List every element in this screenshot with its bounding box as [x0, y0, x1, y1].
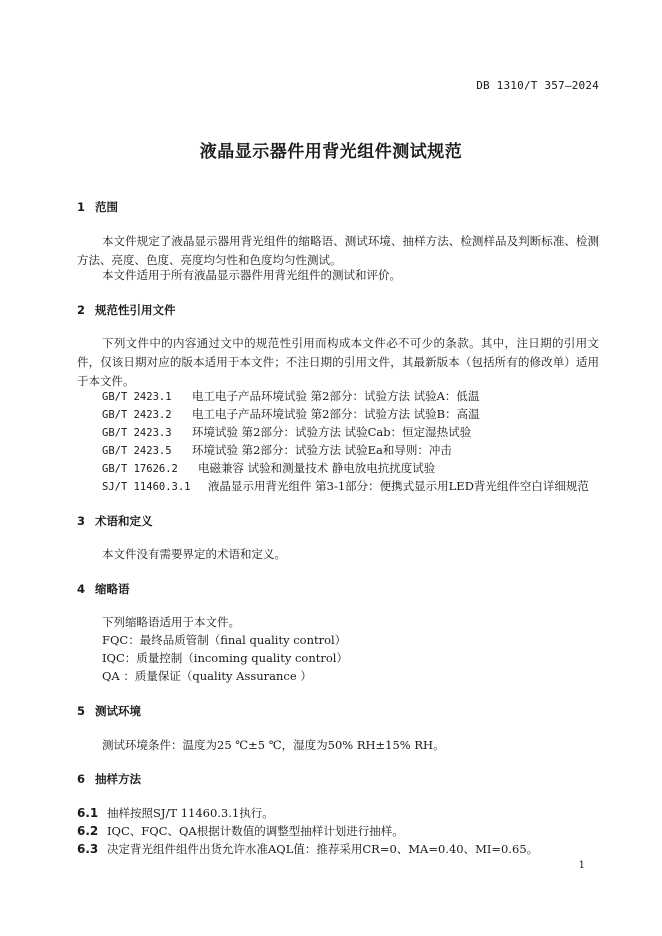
section-number: 4 — [77, 582, 86, 596]
reference-code: GB/T 2423.3 — [102, 427, 172, 439]
scope-paragraph-1: 本文件规定了液晶显示器用背光组件的缩略语、测试环境、抽样方法、检测样品及判断标准、检测方法、亮度、色度、亮度均匀性和色度均匀性测试。 — [77, 234, 599, 267]
section-title: 范围 — [95, 200, 118, 214]
section-5-heading — [77, 703, 141, 719]
reference-item — [102, 423, 471, 443]
section-title: 缩略语 — [95, 582, 130, 596]
reference-title: 电磁兼容 试验和测量技术 静电放电抗扰度试验 — [198, 461, 436, 475]
clause-6-3 — [77, 840, 538, 859]
reference-code: GB/T 17626.2 — [102, 463, 178, 475]
document-title: 液晶显示器件用背光组件测试规范 — [199, 142, 463, 162]
section-3-heading — [77, 513, 153, 529]
reference-title: 环境试验 第2部分：试验方法 试验Cab：恒定湿热试验 — [192, 425, 472, 439]
reference-code: GB/T 2423.5 — [102, 445, 172, 457]
clause-number: 6.1 — [77, 806, 99, 820]
reference-code: SJ/T 11460.3.1 — [102, 481, 191, 493]
section-2-heading — [77, 302, 176, 318]
normative-references-intro: 下列文件中的内容通过文中的规范性引用而构成本文件必不可少的条款。其中，注日期的引用文件，仅该日期对应的版本适用于本文件；不注日期的引用文件，其最新版本（包括所有的修改单）适用于本文件。 — [77, 336, 599, 388]
test-environment-paragraph: 测试环境条件：温度为25 ℃±5 ℃，湿度为50% RH±15% RH。 — [102, 738, 445, 752]
section-title: 抽样方法 — [95, 772, 141, 786]
section-title: 测试环境 — [95, 704, 141, 718]
clause-number: 6.3 — [77, 842, 99, 856]
clause-number: 6.2 — [77, 824, 99, 838]
reference-item — [102, 477, 589, 497]
reference-item — [102, 459, 435, 479]
reference-title: 电工电子产品环境试验 第2部分：试验方法 试验A：低温 — [192, 389, 480, 403]
reference-item — [102, 405, 480, 425]
section-number: 1 — [77, 200, 86, 214]
section-number: 2 — [77, 303, 86, 317]
abbreviation-item: FQC：最终品质管制（final quality control） — [102, 633, 347, 647]
clause-text: 抽样按照SJ/T 11460.3.1执行。 — [107, 806, 274, 820]
reference-title: 液晶显示用背光组件 第3-1部分：便携式显示用LED背光组件空白详细规范 — [208, 479, 589, 493]
reference-code: GB/T 2423.2 — [102, 409, 172, 421]
section-6-heading — [77, 771, 141, 787]
section-1-heading — [77, 199, 118, 215]
section-number: 6 — [77, 772, 86, 786]
section-title: 规范性引用文件 — [95, 303, 176, 317]
abbreviations-intro: 下列缩略语适用于本文件。 — [102, 615, 240, 629]
abbreviation-item: QA ：质量保证（quality Assurance ） — [102, 669, 312, 683]
clause-6-2 — [77, 822, 404, 841]
clause-text: IQC、FQC、QA根据计数值的调整型抽样计划进行抽样。 — [107, 824, 404, 838]
document-code: DB 1310/T 357—2024 — [476, 79, 599, 92]
clause-6-1 — [77, 804, 274, 823]
section-title: 术语和定义 — [95, 514, 153, 528]
reference-title: 环境试验 第2部分：试验方法 试验Ea和导则：冲击 — [192, 443, 452, 457]
section-number: 5 — [77, 704, 86, 718]
reference-code: GB/T 2423.1 — [102, 391, 172, 403]
reference-title: 电工电子产品环境试验 第2部分：试验方法 试验B：高温 — [192, 407, 480, 421]
section-4-heading — [77, 581, 130, 597]
abbreviation-item: IQC：质量控制（incoming quality control） — [102, 651, 348, 665]
clause-text: 决定背光组件组件出货允许水准AQL值：推荐采用CR=0、MA=0.40、MI=0.65。 — [107, 842, 539, 856]
page-number: 1 — [578, 860, 585, 871]
scope-paragraph-2: 本文件适用于所有液晶显示器件用背光组件的测试和评价。 — [102, 268, 401, 282]
terms-paragraph: 本文件没有需要界定的术语和定义。 — [102, 547, 286, 561]
reference-item — [102, 441, 452, 461]
reference-item — [102, 387, 479, 407]
section-number: 3 — [77, 514, 86, 528]
